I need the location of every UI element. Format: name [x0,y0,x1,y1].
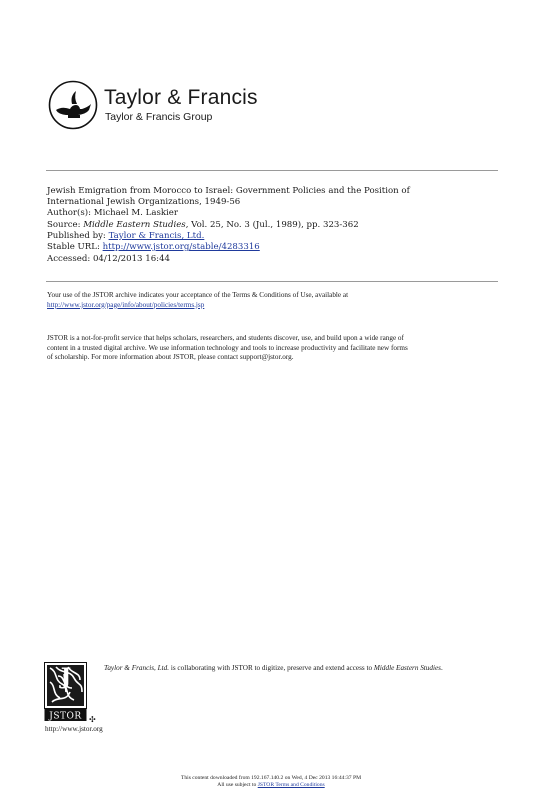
terms-footer-line [0,782,542,789]
about-line-2: content in a trusted digital archive. We use information technology and tools to increase productivity and facilitate new forms [47,343,408,352]
publisher-group: Taylor & Francis Group [105,111,213,123]
source-details: , Vol. 25, No. 3 (Jul., 1989), pp. 323-362 [185,219,359,230]
terms-prefix: All use subject to [217,782,258,788]
download-line: This content downloaded from 192.167.140.2 on Wed, 4 Dec 2013 16:44:37 PM [180,775,362,781]
terms-notice [47,291,507,310]
author-label: Author(s): [47,208,92,219]
terms-notice-text: Your use of the JSTOR archive indicates your acceptance of the Terms & Conditions of Use, available at [47,291,349,299]
article-title-line-2: International Jewish Organizations, 1949-56 [47,197,241,208]
citation-block [47,186,507,265]
jstor-url[interactable]: http://www.jstor.org [45,725,103,733]
stable-url-label: Stable URL: [47,242,100,253]
publisher-logo [48,80,268,130]
jstor-logo-icon [44,662,96,724]
author-line [47,208,507,219]
jstor-logo-text: JSTOR [49,711,82,722]
published-by-line [47,231,507,242]
download-footer [0,775,542,789]
stable-url-line [47,242,507,253]
collab-end: . [440,664,443,672]
publisher-name: Taylor & Francis [104,86,258,109]
publisher-link[interactable]: Taylor & Francis, Ltd. [108,230,205,241]
published-by-label: Published by: [47,230,106,241]
divider [46,170,498,171]
accessed-date: 04/12/2013 16:44 [92,254,170,265]
collab-publisher: Taylor & Francis, Ltd. [104,664,170,672]
collaboration-statement [104,664,514,673]
accessed-label: Accessed: [47,254,91,265]
about-jstor-notice [47,334,507,363]
divider [46,281,498,282]
svg-text:✣: ✣ [89,715,96,724]
collab-journal: Middle Eastern Studies [373,664,441,672]
about-line-3: of scholarship. For more information about JSTOR, please contact support@jstor.org. [47,353,294,362]
author-name: Michael M. Laskier [93,208,179,219]
source-line [47,220,507,231]
accessed-line [47,254,507,265]
stable-url-link[interactable]: http://www.jstor.org/stable/4283316 [102,242,260,253]
article-title-line-1: Jewish Emigration from Morocco to Israel: Government Policies and the Position of [47,186,410,196]
journal-name: Middle Eastern Studies [83,219,186,230]
source-label: Source: [47,219,81,230]
terms-conditions-link[interactable]: JSTOR Terms and Conditions [257,782,325,788]
svg-text:J: J [60,664,72,690]
terms-link[interactable]: http://www.jstor.org/page/info/about/policies/terms.jsp [47,300,205,309]
oil-lamp-icon [48,80,98,130]
about-line-1: JSTOR is a not-for-profit service that helps scholars, researchers, and students discover, use, and build upon a wide range of [47,334,404,342]
collab-text: is collaborating with JSTOR to digitize, preserve and extend access to [169,664,374,672]
